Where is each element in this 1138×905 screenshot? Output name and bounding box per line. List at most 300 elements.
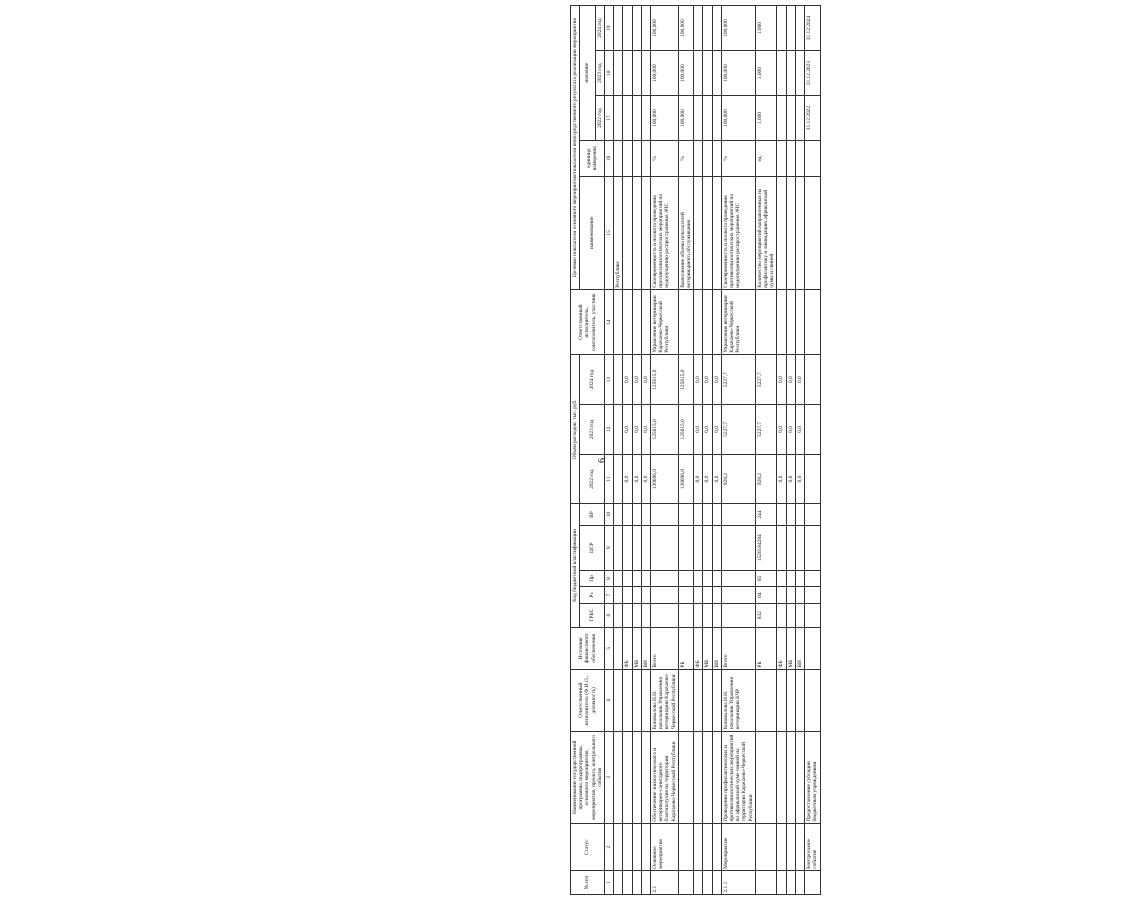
cell-vr (632, 504, 641, 525)
cell-unit (641, 141, 650, 177)
cell-rz: 04 (755, 587, 777, 604)
cell-ind (712, 176, 721, 290)
cell-resp (712, 670, 721, 732)
cell-i23 (614, 51, 623, 96)
cell-unit (703, 141, 712, 177)
header-name: Наименование государственной программы, подпрограммы, основного мероприятия, мероприятия, проекта, контрольного события (571, 731, 605, 823)
cell-resp2 (795, 290, 804, 355)
rotated-table-sheet (570, 5, 1138, 895)
cell-v24: 0,0 (694, 355, 703, 405)
cell-unit (786, 141, 795, 177)
cell-v24 (805, 355, 820, 405)
cell-resp: Коновалова Н.Н. начальник Управления ветеринарии Карачаево-Черкесской Республики (651, 670, 679, 732)
cell-ind: Республике (614, 176, 623, 290)
cell-grbs (678, 603, 693, 627)
header-responsible: Ответственный исполнитель (Ф.И.О., должность) (571, 670, 605, 732)
cell-status (786, 823, 795, 870)
cell-v22: 130696,0 (651, 454, 679, 504)
cell-i23 (786, 51, 795, 96)
cell-src: МБ (632, 627, 641, 670)
table-row (755, 6, 777, 895)
cell-v23: 5227,7 (755, 405, 777, 455)
cell-pr (641, 570, 650, 587)
cell-rz (786, 587, 795, 604)
cell-src: МБ (786, 627, 795, 670)
cell-v22: 0,0 (641, 454, 650, 504)
header-vr: ВР (580, 504, 605, 525)
cell-v22: 0,0 (795, 454, 804, 504)
cell-ind (703, 176, 712, 290)
cell-name (694, 731, 703, 823)
column-number: 15 (605, 176, 614, 290)
cell-grbs (777, 603, 786, 627)
cell-i22 (795, 96, 804, 141)
cell-resp2 (614, 290, 623, 355)
cell-pr (623, 570, 632, 587)
cell-resp2 (805, 290, 820, 355)
column-number: 5 (605, 627, 614, 670)
cell-i24: 100,000 (721, 6, 755, 51)
cell-ind: Выполнение объема показателей ветеринарного обслуживания (678, 176, 693, 290)
cell-resp2 (641, 290, 650, 355)
cell-rz (641, 587, 650, 604)
column-number: 11 (605, 454, 614, 504)
cell-resp2 (703, 290, 712, 355)
cell-status (755, 823, 777, 870)
table-body (614, 6, 820, 895)
cell-i24 (694, 6, 703, 51)
cell-grbs (786, 603, 795, 627)
column-number: 14 (605, 290, 614, 355)
cell-rz (795, 587, 804, 604)
column-number: 1 (605, 871, 614, 895)
cell-i24 (623, 6, 632, 51)
cell-pr (777, 570, 786, 587)
cell-v23 (614, 405, 623, 455)
header-resp2: Ответственный исполнитель, соисполнитель, участник (571, 290, 605, 355)
cell-v23: 0,0 (712, 405, 721, 455)
cell-i22 (632, 96, 641, 141)
header-source: Источник финансового обеспечения (571, 627, 605, 670)
cell-pr (721, 570, 755, 587)
cell-unit (795, 141, 804, 177)
cell-v23: 125615,0 (651, 405, 679, 455)
cell-pr (651, 570, 679, 587)
cell-ind (632, 176, 641, 290)
cell-unit: ед. (755, 141, 777, 177)
cell-src: РБ (755, 627, 777, 670)
cell-i22: 100,000 (651, 96, 679, 141)
cell-status: Контрольное событие (805, 823, 820, 870)
cell-status (777, 823, 786, 870)
cell-resp (703, 670, 712, 732)
cell-name: Предоставление субсидии бюджетным учреждениям (805, 731, 820, 823)
cell-resp2 (712, 290, 721, 355)
cell-status (614, 823, 623, 870)
cell-v24: 0,0 (641, 355, 650, 405)
cell-src: ВИ (795, 627, 804, 670)
cell-grbs (632, 603, 641, 627)
cell-i24: 100,000 (651, 6, 679, 51)
cell-num (795, 871, 804, 895)
cell-unit: % (678, 141, 693, 177)
header-2022: 2022 год (580, 454, 605, 504)
cell-num (641, 871, 650, 895)
cell-src: ВИ (641, 627, 650, 670)
cell-v23: 0,0 (623, 405, 632, 455)
cell-unit (632, 141, 641, 177)
cell-ind (795, 176, 804, 290)
cell-src: ВИ (712, 627, 721, 670)
cell-ind: Своевременность и полнота проведения противоэпизоотических мероприятий по недопущению распространения АЧС (651, 176, 679, 290)
cell-vr (795, 504, 804, 525)
cell-i24 (632, 6, 641, 51)
cell-i24: 100,000 (678, 6, 693, 51)
cell-v24: 0,0 (623, 355, 632, 405)
cell-grbs (721, 603, 755, 627)
cell-unit (623, 141, 632, 177)
cell-num (755, 871, 777, 895)
cell-src: Всего (721, 627, 755, 670)
cell-unit (614, 141, 623, 177)
table-row (678, 6, 693, 895)
cell-csr (641, 525, 650, 570)
cell-pr (795, 570, 804, 587)
cell-i22: 100,000 (721, 96, 755, 141)
cell-grbs (651, 603, 679, 627)
cell-name (623, 731, 632, 823)
cell-v23: 0,0 (641, 405, 650, 455)
header-val-2024: 2024 год (595, 6, 604, 51)
cell-resp2 (632, 290, 641, 355)
cell-v22: 0,0 (712, 454, 721, 504)
cell-v22: 928,2 (755, 454, 777, 504)
cell-vr (651, 504, 679, 525)
cell-ind (786, 176, 795, 290)
cell-src: Всего (651, 627, 679, 670)
cell-num (777, 871, 786, 895)
cell-csr (651, 525, 679, 570)
cell-grbs: 832 (755, 603, 777, 627)
column-number: 18 (605, 51, 614, 96)
cell-grbs (614, 603, 623, 627)
cell-v22: 928,2 (721, 454, 755, 504)
cell-csr (786, 525, 795, 570)
cell-vr (712, 504, 721, 525)
cell-rz (703, 587, 712, 604)
cell-i23: 1,000 (755, 51, 777, 96)
cell-v22: 0,0 (703, 454, 712, 504)
table-row (632, 6, 641, 895)
cell-src: МБ (703, 627, 712, 670)
cell-v23: 5227,7 (721, 405, 755, 455)
cell-i22: 1,000 (755, 96, 777, 141)
cell-grbs (641, 603, 650, 627)
cell-i23 (795, 51, 804, 96)
cell-csr (795, 525, 804, 570)
cell-i24 (712, 6, 721, 51)
cell-v24 (614, 355, 623, 405)
cell-csr (703, 525, 712, 570)
cell-pr: 05 (755, 570, 777, 587)
header-ind-name: наименование (580, 176, 605, 290)
header-csr: ЦСР (580, 525, 605, 570)
table-row (703, 6, 712, 895)
cell-i22 (712, 96, 721, 141)
header-num: № п/п (571, 871, 605, 895)
cell-grbs (703, 603, 712, 627)
cell-csr (712, 525, 721, 570)
header-status: Статус (571, 823, 605, 870)
cell-i22 (703, 96, 712, 141)
cell-v22: 0,0 (786, 454, 795, 504)
column-numbers-row (605, 6, 614, 895)
cell-v24: 125615,0 (678, 355, 693, 405)
cell-i24 (614, 6, 623, 51)
column-number: 19 (605, 6, 614, 51)
cell-i22: 100,000 (678, 96, 693, 141)
table-row (641, 6, 650, 895)
cell-grbs (795, 603, 804, 627)
cell-ind: Количество мероприятий направленных на профилактику и ликвидацию африканской чумы и свиней (755, 176, 777, 290)
table-row (805, 6, 820, 895)
program-table (570, 5, 821, 895)
cell-grbs (623, 603, 632, 627)
cell-ind (777, 176, 786, 290)
cell-i23 (703, 51, 712, 96)
cell-csr (678, 525, 693, 570)
cell-resp (678, 670, 693, 732)
cell-num (786, 871, 795, 895)
cell-vr (614, 504, 623, 525)
cell-grbs (712, 603, 721, 627)
cell-unit (712, 141, 721, 177)
cell-v23: 0,0 (786, 405, 795, 455)
cell-v22 (614, 454, 623, 504)
cell-csr (721, 525, 755, 570)
cell-resp (614, 670, 623, 732)
table-row (651, 6, 679, 895)
column-number: 16 (605, 141, 614, 177)
cell-grbs (694, 603, 703, 627)
header-val-2023: 2023 год (595, 51, 604, 96)
cell-status (623, 823, 632, 870)
cell-resp2: Управление ветеринарии Карачаево-Черкесской Республики (721, 290, 755, 355)
cell-num (703, 871, 712, 895)
cell-resp (805, 670, 820, 732)
cell-unit (777, 141, 786, 177)
cell-num (805, 871, 820, 895)
column-number: 6 (605, 603, 614, 627)
cell-i23 (623, 51, 632, 96)
cell-resp2 (678, 290, 693, 355)
cell-csr: 1520184284 (755, 525, 777, 570)
column-number: 8 (605, 570, 614, 587)
cell-name (795, 731, 804, 823)
cell-v23: 125615,0 (678, 405, 693, 455)
cell-i23 (641, 51, 650, 96)
cell-src: ФБ (623, 627, 632, 670)
cell-unit (694, 141, 703, 177)
cell-unit: % (721, 141, 755, 177)
cell-v24: 0,0 (777, 355, 786, 405)
cell-pr (805, 570, 820, 587)
cell-src: ФБ (694, 627, 703, 670)
cell-resp (694, 670, 703, 732)
cell-rz (721, 587, 755, 604)
cell-status (641, 823, 650, 870)
cell-i23: 100,000 (721, 51, 755, 96)
cell-name (712, 731, 721, 823)
column-number: 3 (605, 731, 614, 823)
cell-ind: Своевременность и полнота проведения противоэпизоотических мероприятий по недопущению распространения АЧС (721, 176, 755, 290)
cell-pr (712, 570, 721, 587)
cell-resp2: Управление ветеринарии Карачаево-Черкесской Республики (651, 290, 679, 355)
cell-resp2 (755, 290, 777, 355)
column-number: 7 (605, 587, 614, 604)
cell-src (805, 627, 820, 670)
cell-i22 (641, 96, 650, 141)
table-row (614, 6, 623, 895)
table-row (721, 6, 755, 895)
cell-vr (641, 504, 650, 525)
cell-v24: 5227,7 (755, 355, 777, 405)
cell-i22 (786, 96, 795, 141)
cell-ind (694, 176, 703, 290)
cell-num: 2.1 (651, 871, 679, 895)
cell-i24 (777, 6, 786, 51)
header-expenses: Объем расходов, тыс. руб. (571, 355, 580, 504)
cell-status: Мероприятие (721, 823, 755, 870)
cell-v23: 0,0 (777, 405, 786, 455)
column-number: 9 (605, 525, 614, 570)
cell-resp: Коновалова Н.Н. начальник Управления ветеринарии КЧР (721, 670, 755, 732)
cell-rz (805, 587, 820, 604)
header-rz: Рз (580, 587, 605, 604)
cell-i24: 1,000 (755, 6, 777, 51)
cell-i23: 100,000 (678, 51, 693, 96)
cell-i22: 31.12.2022 (805, 96, 820, 141)
column-number: 13 (605, 355, 614, 405)
cell-num (623, 871, 632, 895)
cell-pr (786, 570, 795, 587)
cell-v24: 0,0 (786, 355, 795, 405)
cell-v23: 0,0 (703, 405, 712, 455)
cell-v23 (805, 405, 820, 455)
cell-rz (623, 587, 632, 604)
table-row (795, 6, 804, 895)
column-number: 12 (605, 405, 614, 455)
cell-v23: 0,0 (795, 405, 804, 455)
cell-resp (755, 670, 777, 732)
cell-num (712, 871, 721, 895)
cell-v22: 0,0 (694, 454, 703, 504)
cell-status (703, 823, 712, 870)
cell-csr (623, 525, 632, 570)
cell-pr (614, 570, 623, 587)
cell-v24: 0,0 (795, 355, 804, 405)
cell-rz (712, 587, 721, 604)
cell-v23: 0,0 (694, 405, 703, 455)
cell-name (786, 731, 795, 823)
cell-csr (632, 525, 641, 570)
cell-i22 (614, 96, 623, 141)
cell-rz (777, 587, 786, 604)
cell-status (694, 823, 703, 870)
cell-v24: 0,0 (712, 355, 721, 405)
cell-vr (721, 504, 755, 525)
cell-v22: 130696,0 (678, 454, 693, 504)
cell-grbs (805, 603, 820, 627)
cell-i24 (641, 6, 650, 51)
column-number: 10 (605, 504, 614, 525)
cell-i23 (632, 51, 641, 96)
cell-status (712, 823, 721, 870)
header-grbs: ГРБС (580, 603, 605, 627)
cell-i23 (712, 51, 721, 96)
column-number: 2 (605, 823, 614, 870)
header-row-1 (571, 6, 580, 895)
cell-resp2 (786, 290, 795, 355)
cell-num (632, 871, 641, 895)
cell-i24 (795, 6, 804, 51)
cell-src: РБ (678, 627, 693, 670)
cell-ind (641, 176, 650, 290)
page-number: 6 (597, 458, 608, 463)
cell-csr (614, 525, 623, 570)
cell-vr (694, 504, 703, 525)
cell-v24: 0,0 (632, 355, 641, 405)
cell-resp2 (777, 290, 786, 355)
cell-name (755, 731, 777, 823)
cell-num (614, 871, 623, 895)
cell-pr (694, 570, 703, 587)
cell-vr (703, 504, 712, 525)
cell-status (678, 823, 693, 870)
column-number: 4 (605, 670, 614, 732)
column-number: 17 (605, 96, 614, 141)
cell-resp (632, 670, 641, 732)
cell-i22 (623, 96, 632, 141)
cell-status (795, 823, 804, 870)
header-2024: 2024 год (580, 355, 605, 405)
cell-v22 (805, 454, 820, 504)
cell-rz (651, 587, 679, 604)
cell-csr (805, 525, 820, 570)
cell-i24: 31.12.2024 (805, 6, 820, 51)
cell-unit (805, 141, 820, 177)
cell-i24 (703, 6, 712, 51)
cell-i23 (694, 51, 703, 96)
cell-vr (786, 504, 795, 525)
cell-name (678, 731, 693, 823)
table-row (786, 6, 795, 895)
cell-pr (678, 570, 693, 587)
cell-name (614, 731, 623, 823)
cell-vr (805, 504, 820, 525)
cell-rz (694, 587, 703, 604)
header-2023: 2023 год (580, 405, 605, 455)
cell-v24: 0,0 (703, 355, 712, 405)
cell-i22 (694, 96, 703, 141)
cell-rz (632, 587, 641, 604)
cell-v24: 125615,0 (651, 355, 679, 405)
cell-name (641, 731, 650, 823)
cell-num (694, 871, 703, 895)
cell-i22 (777, 96, 786, 141)
header-unit: единица измерения (580, 141, 605, 177)
table-row (777, 6, 786, 895)
